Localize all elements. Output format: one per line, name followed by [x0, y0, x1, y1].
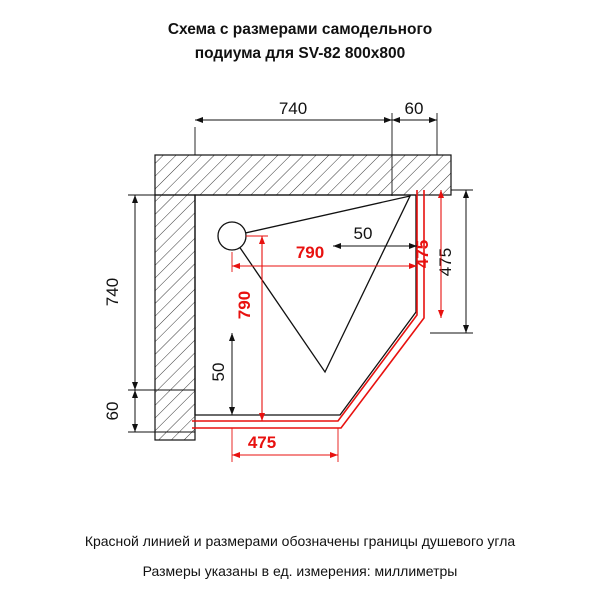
- dimension-right-inner-475-label: 475: [413, 239, 432, 269]
- wall-hatching: [155, 155, 451, 440]
- podium-inner-frame: [232, 196, 410, 372]
- page-title-line-1: Схема с размерами самодельного: [167, 21, 433, 38]
- dimension-diag-790-horizontal-label: 790: [295, 243, 325, 262]
- footer-note-units: Размеры указаны в ед. измерения: миллиметры: [142, 563, 458, 579]
- dimension-top-60-label: 60: [404, 99, 424, 118]
- dimension-bottom-475: [232, 428, 338, 462]
- dimension-small-50-horizontal-label: 50: [353, 224, 373, 243]
- dimension-left-60-label: 60: [103, 401, 122, 421]
- dimension-small-50-horizontal: [333, 224, 417, 246]
- dimension-diag-790-vertical-label: 790: [235, 290, 254, 320]
- dimension-top-60: [392, 99, 437, 155]
- dimension-bottom-475-label: 475: [247, 433, 277, 452]
- dimension-diag-790-horizontal: [232, 243, 417, 272]
- dimension-small-50-vertical: [209, 333, 232, 415]
- page-title-line-2: подиума для SV-82 800x800: [194, 45, 406, 62]
- drain-circle: [218, 222, 246, 250]
- dimension-small-50-vertical-label: 50: [209, 362, 228, 382]
- dimension-left-740-label: 740: [103, 277, 122, 307]
- dimension-right-outer-475: [430, 190, 473, 333]
- dimension-top-740-label: 740: [278, 99, 308, 118]
- dimension-right-outer-475-label: 475: [436, 247, 455, 277]
- footer-note-red-line: Красной линией и размерами обозначены границы душевого угла: [84, 533, 516, 549]
